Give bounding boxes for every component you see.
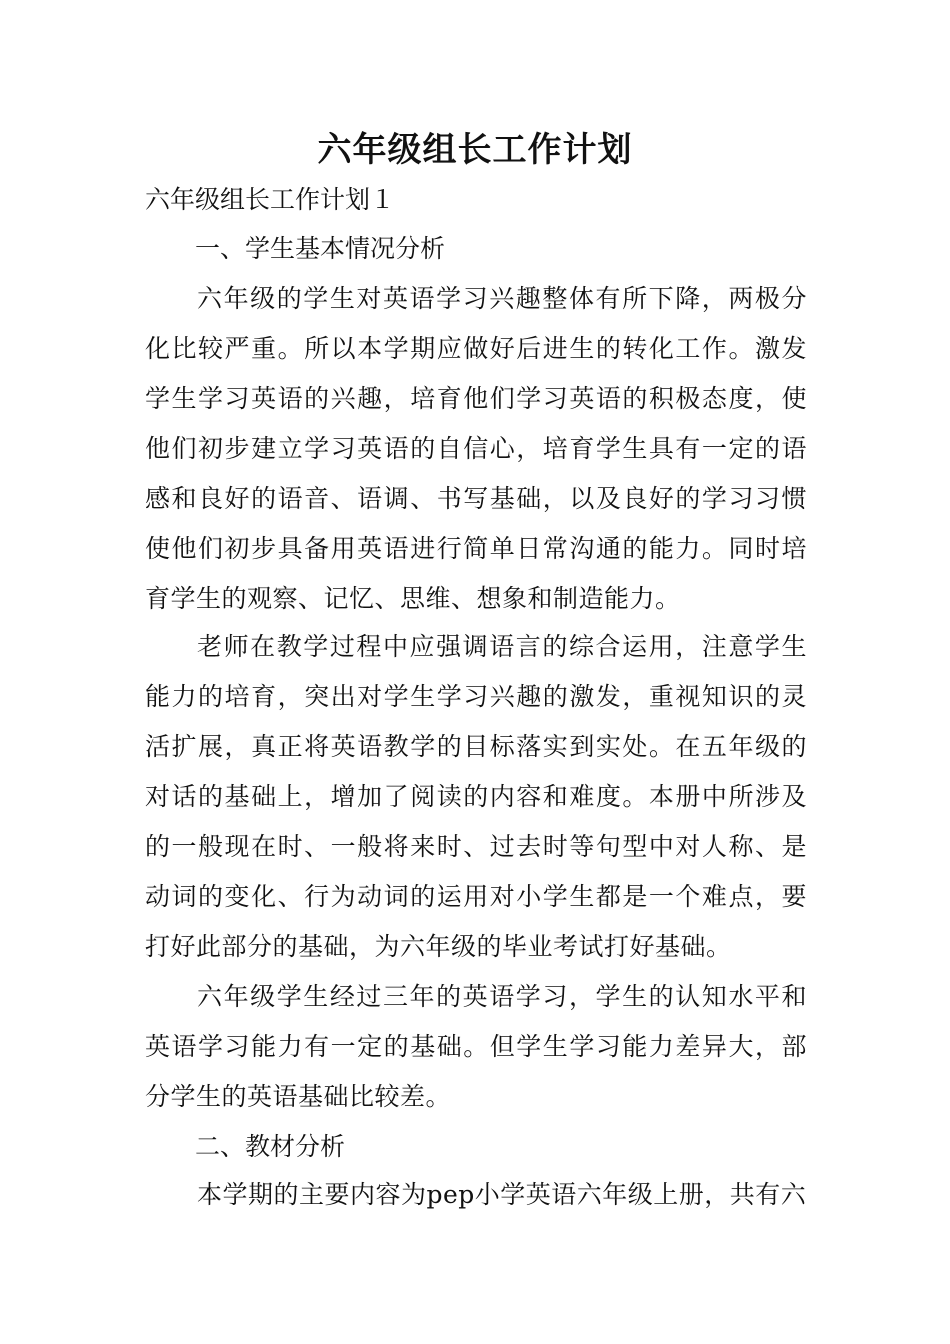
paragraph-student-interest: 六年级的学生对英语学习兴趣整体有所下降，两极分化比较严重。所以本学期应做好后进生的转化工作。激发学生学习英语的兴趣，培育他们学习英语的积极态度，使他们初步建立学习英语的自信心，培育学生具有一定的语感和良好的语音、语调、书写基础，以及良好的学习习惯使他们初步具备用英语进行简单日常沟通的能力。同时培育学生的观察、记忆、思维、想象和制造能力。 <box>145 284 807 613</box>
document-title: 六年级组长工作计划 <box>317 130 633 170</box>
section-heading-student-analysis: 一、学生基本情况分析 <box>195 234 446 263</box>
section-heading-textbook-analysis: 二、教材分析 <box>195 1132 346 1161</box>
paragraph-student-level: 六年级学生经过三年的英语学习，学生的认知水平和英语学习能力有一定的基础。但学生学习能力差异大，部分学生的英语基础比较差。 <box>145 982 807 1111</box>
paragraph-teaching-focus: 老师在教学过程中应强调语言的综合运用，注意学生能力的培育，突出对学生学习兴趣的激发，重视知识的灵活扩展，真正将英语教学的目标落实到实处。在五年级的对话的基础上，增加了阅读的内容和难度。本册中所涉及的一般现在时、一般将来时、过去时等句型中对人称、是动词的变化、行为动词的运用对小学生都是一个难点，要打好此部分的基础，为六年级的毕业考试打好基础。 <box>145 632 807 961</box>
document-subtitle: 六年级组长工作计划１ <box>145 185 396 214</box>
paragraph-textbook-content: 本学期的主要内容为pep小学英语六年级上册，共有六 <box>197 1180 807 1209</box>
